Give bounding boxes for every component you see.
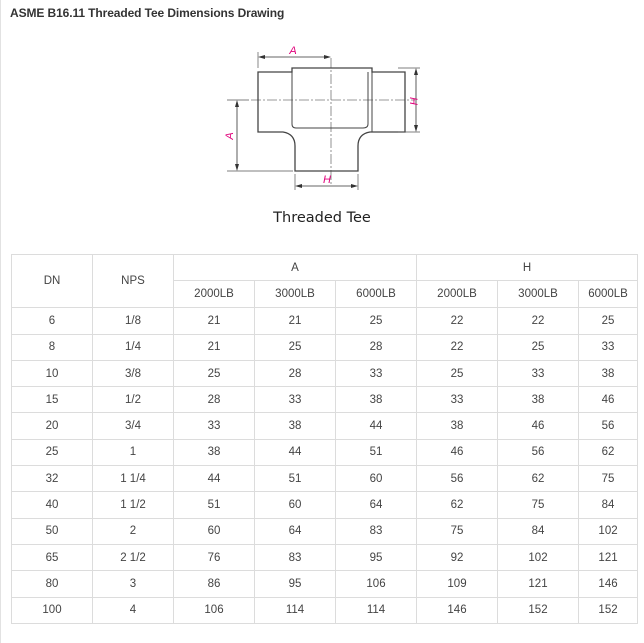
table-cell: 28: [174, 387, 255, 413]
table-cell: 3: [93, 571, 174, 597]
tee-outline: [258, 68, 405, 171]
table-cell: 56: [579, 413, 638, 439]
table-cell: 92: [417, 544, 498, 570]
table-cell: 1 1/2: [93, 492, 174, 518]
table-cell: 22: [417, 334, 498, 360]
table-cell: 3/8: [93, 360, 174, 386]
table-cell: 75: [579, 466, 638, 492]
header-class: 3000LB: [255, 281, 336, 308]
table-cell: 33: [174, 413, 255, 439]
table-cell: 8: [12, 334, 93, 360]
table-cell: 25: [12, 439, 93, 465]
table-cell: 75: [417, 518, 498, 544]
header-class: 6000LB: [579, 281, 638, 308]
table-cell: 33: [417, 387, 498, 413]
table-cell: 44: [174, 466, 255, 492]
table-cell: 62: [417, 492, 498, 518]
arrow-head: [235, 100, 239, 107]
table-cell: 3/4: [93, 413, 174, 439]
table-cell: 25: [255, 334, 336, 360]
table-cell: 38: [336, 387, 417, 413]
table-cell: 84: [579, 492, 638, 518]
table-cell: 20: [12, 413, 93, 439]
arrow-head: [351, 184, 358, 188]
table-cell: 114: [255, 597, 336, 623]
table-cell: 152: [579, 597, 638, 623]
table-cell: 38: [579, 360, 638, 386]
table-row: [12, 387, 638, 413]
table-cell: 28: [336, 334, 417, 360]
table-cell: 152: [498, 597, 579, 623]
table-row: [12, 466, 638, 492]
dimensions-table: [11, 254, 638, 624]
table-cell: 33: [336, 360, 417, 386]
table-cell: 102: [498, 544, 579, 570]
table-cell: 6: [12, 308, 93, 334]
table-cell: 102: [579, 518, 638, 544]
table-cell: 21: [174, 308, 255, 334]
table-cell: 1 1/4: [93, 466, 174, 492]
table-row: [12, 597, 638, 623]
table-cell: 114: [336, 597, 417, 623]
header-class: 2000LB: [417, 281, 498, 308]
dim-h-right-label: H: [407, 97, 419, 105]
table-cell: 2: [93, 518, 174, 544]
header-class: 3000LB: [498, 281, 579, 308]
table-cell: 33: [579, 334, 638, 360]
table-cell: 56: [417, 466, 498, 492]
table-cell: 146: [417, 597, 498, 623]
dim-a-left-label: A: [224, 132, 236, 140]
table-row: [12, 413, 638, 439]
dim-h-bottom-label: H: [323, 174, 331, 186]
table-cell: 40: [12, 492, 93, 518]
table-cell: 1/8: [93, 308, 174, 334]
table-cell: 38: [174, 439, 255, 465]
header-group-h: H: [417, 255, 638, 281]
table-cell: 25: [336, 308, 417, 334]
table-row: [12, 492, 638, 518]
table-cell: 21: [255, 308, 336, 334]
table-cell: 25: [579, 308, 638, 334]
table-row: [12, 571, 638, 597]
table-cell: 46: [579, 387, 638, 413]
table-cell: 56: [498, 439, 579, 465]
table-cell: 38: [417, 413, 498, 439]
table-row: [12, 439, 638, 465]
table-header-row: [12, 255, 638, 281]
table-cell: 83: [255, 544, 336, 570]
table-cell: 60: [336, 466, 417, 492]
table-row: [12, 544, 638, 570]
table-cell: 15: [12, 387, 93, 413]
header-class: 2000LB: [174, 281, 255, 308]
table-cell: 80: [12, 571, 93, 597]
table-cell: 28: [255, 360, 336, 386]
table-cell: 46: [417, 439, 498, 465]
table-cell: 84: [498, 518, 579, 544]
table-cell: 60: [174, 518, 255, 544]
table-cell: 121: [498, 571, 579, 597]
table-cell: 38: [498, 387, 579, 413]
header-dn: DN: [12, 255, 93, 308]
table-cell: 65: [12, 544, 93, 570]
table-row: [12, 308, 638, 334]
table-cell: 33: [255, 387, 336, 413]
table-cell: 95: [336, 544, 417, 570]
table-cell: 25: [174, 360, 255, 386]
table-cell: 22: [498, 308, 579, 334]
arrow-head: [414, 125, 418, 132]
arrow-head: [414, 68, 418, 75]
arrow-head: [235, 164, 239, 171]
table-cell: 95: [255, 571, 336, 597]
table-cell: 25: [498, 334, 579, 360]
table-cell: 1: [93, 439, 174, 465]
table-row: [12, 334, 638, 360]
table-cell: 86: [174, 571, 255, 597]
table-row: [12, 360, 638, 386]
table-cell: 146: [579, 571, 638, 597]
dim-a-top-label: A: [289, 45, 297, 57]
header-group-a: A: [174, 255, 417, 281]
table-cell: 83: [336, 518, 417, 544]
tee-drawing-svg: [215, 38, 435, 208]
table-cell: 21: [174, 334, 255, 360]
table-cell: 44: [336, 413, 417, 439]
table-cell: 76: [174, 544, 255, 570]
table-cell: 38: [255, 413, 336, 439]
tee-drawing: [215, 38, 435, 238]
table-cell: 46: [498, 413, 579, 439]
table-cell: 33: [498, 360, 579, 386]
table-cell: 25: [417, 360, 498, 386]
header-nps: NPS: [93, 255, 174, 308]
table-cell: 106: [336, 571, 417, 597]
table-cell: 62: [579, 439, 638, 465]
header-class: 6000LB: [336, 281, 417, 308]
table-cell: 60: [255, 492, 336, 518]
table-cell: 62: [498, 466, 579, 492]
table-cell: 64: [336, 492, 417, 518]
table-cell: 51: [174, 492, 255, 518]
table-cell: 4: [93, 597, 174, 623]
table-cell: 50: [12, 518, 93, 544]
table-cell: 109: [417, 571, 498, 597]
figure-caption: Threaded Tee: [273, 210, 371, 226]
table-cell: 106: [174, 597, 255, 623]
table-cell: 1/4: [93, 334, 174, 360]
table-cell: 51: [255, 466, 336, 492]
table-cell: 10: [12, 360, 93, 386]
table-cell: 100: [12, 597, 93, 623]
page-heading: ASME B16.11 Threaded Tee Dimensions Drawing: [10, 6, 285, 20]
table-cell: 64: [255, 518, 336, 544]
table-cell: 2 1/2: [93, 544, 174, 570]
table-cell: 121: [579, 544, 638, 570]
table-row: [12, 518, 638, 544]
arrow-head: [324, 55, 331, 59]
table-cell: 32: [12, 466, 93, 492]
table-cell: 22: [417, 308, 498, 334]
arrow-head: [295, 184, 302, 188]
table-cell: 75: [498, 492, 579, 518]
page-border: [0, 0, 1, 643]
table-cell: 51: [336, 439, 417, 465]
table-cell: 1/2: [93, 387, 174, 413]
arrow-head: [258, 55, 265, 59]
table-cell: 44: [255, 439, 336, 465]
